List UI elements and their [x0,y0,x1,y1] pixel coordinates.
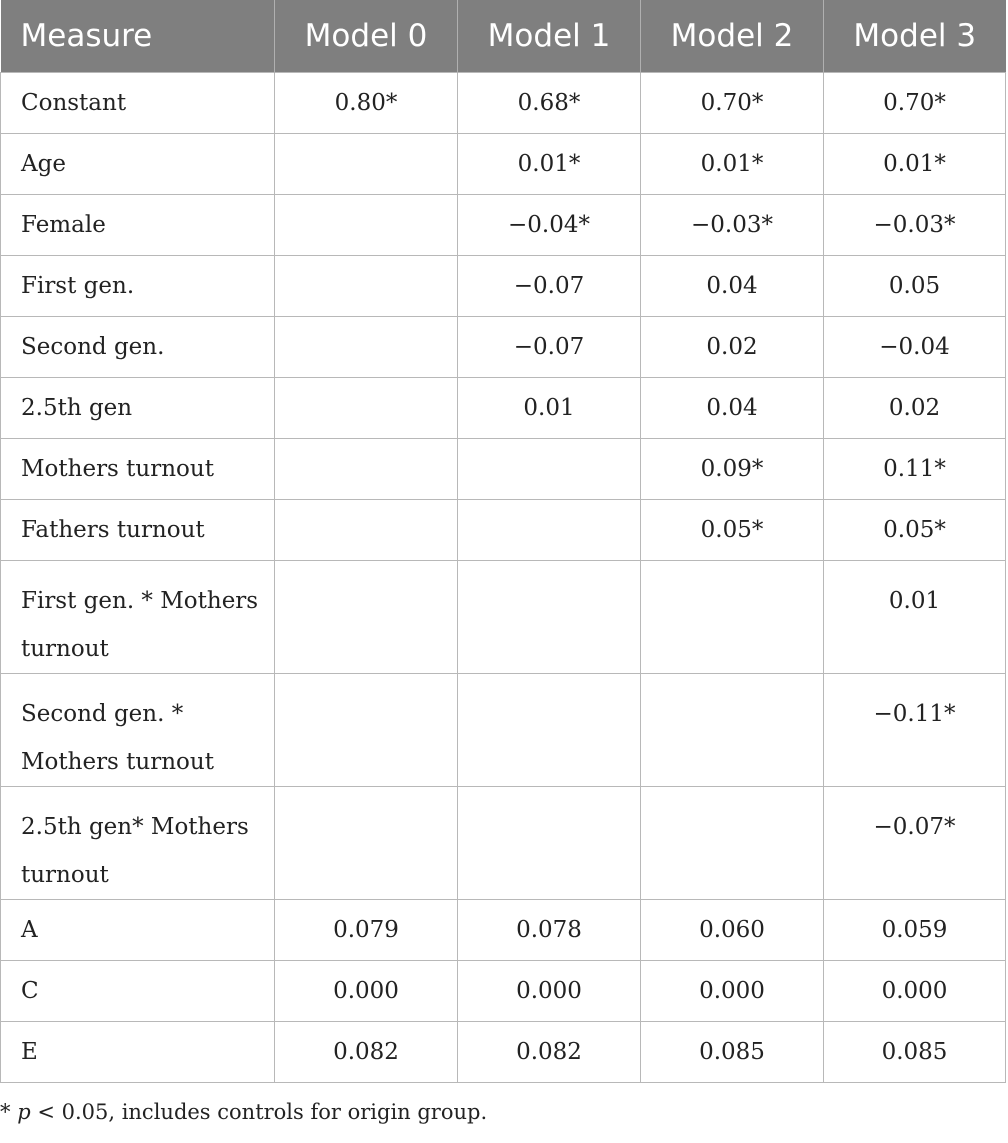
row-label: Second gen. [1,317,275,378]
cell-model-1: 0.078 [458,900,641,961]
cell-model-3: 0.02 [824,378,1006,439]
cell-model-1: −0.04* [458,195,641,256]
cell-model-0 [275,195,458,256]
table-row [1,317,1006,378]
cell-model-0 [275,134,458,195]
row-label: Constant [1,73,275,134]
table-row [1,900,1006,961]
header-model-0: Model 0 [275,0,458,73]
table-row [1,961,1006,1022]
cell-model-1: 0.01* [458,134,641,195]
cell-model-2: 0.000 [641,961,824,1022]
cell-model-1: −0.07 [458,317,641,378]
row-label: C [1,961,275,1022]
cell-model-2 [641,561,824,674]
cell-model-3: −0.07* [824,787,1006,900]
cell-model-0 [275,787,458,900]
table-row [1,134,1006,195]
cell-model-3: −0.04 [824,317,1006,378]
cell-model-3: 0.05 [824,256,1006,317]
header-row [1,0,1006,73]
cell-model-2: 0.085 [641,1022,824,1083]
cell-model-0 [275,500,458,561]
table-row [1,73,1006,134]
cell-model-0 [275,439,458,500]
cell-model-1 [458,787,641,900]
cell-model-1: 0.000 [458,961,641,1022]
cell-model-2: 0.70* [641,73,824,134]
cell-model-3: 0.01 [824,561,1006,674]
cell-model-1: 0.082 [458,1022,641,1083]
table-row [1,256,1006,317]
cell-model-2: 0.09* [641,439,824,500]
header-model-3: Model 3 [824,0,1006,73]
row-label: 2.5th gen* Mothers turnout [1,787,275,900]
row-label: Age [1,134,275,195]
cell-model-2: 0.060 [641,900,824,961]
cell-model-1 [458,439,641,500]
table-footnote [0,1100,487,1124]
table-row [1,787,1006,900]
cell-model-0 [275,256,458,317]
cell-model-1 [458,561,641,674]
table-row [1,561,1006,674]
cell-model-2: 0.04 [641,378,824,439]
footnote-p: p [17,1100,31,1124]
row-label: Mothers turnout [1,439,275,500]
cell-model-3: 0.085 [824,1022,1006,1083]
cell-model-2: 0.05* [641,500,824,561]
cell-model-0: 0.80* [275,73,458,134]
cell-model-0: 0.000 [275,961,458,1022]
cell-model-2 [641,674,824,787]
row-label: First gen. * Mothers turnout [1,561,275,674]
cell-model-3: −0.03* [824,195,1006,256]
cell-model-0: 0.079 [275,900,458,961]
cell-model-2: 0.04 [641,256,824,317]
table-row [1,1022,1006,1083]
row-label: A [1,900,275,961]
cell-model-3: 0.059 [824,900,1006,961]
cell-model-2: −0.03* [641,195,824,256]
cell-model-0 [275,317,458,378]
cell-model-1 [458,500,641,561]
table-row [1,439,1006,500]
cell-model-2: 0.01* [641,134,824,195]
cell-model-2: 0.02 [641,317,824,378]
row-label: Fathers turnout [1,500,275,561]
cell-model-3: 0.70* [824,73,1006,134]
cell-model-3: 0.01* [824,134,1006,195]
cell-model-0: 0.082 [275,1022,458,1083]
header-measure: Measure [1,0,275,73]
cell-model-0 [275,378,458,439]
cell-model-1: 0.01 [458,378,641,439]
cell-model-0 [275,674,458,787]
row-label: First gen. [1,256,275,317]
table-row [1,378,1006,439]
header-model-1: Model 1 [458,0,641,73]
row-label: E [1,1022,275,1083]
table-row [1,195,1006,256]
table-row [1,674,1006,787]
table-row [1,500,1006,561]
row-label: Second gen. * Mothers turnout [1,674,275,787]
cell-model-3: 0.05* [824,500,1006,561]
footnote-text: < 0.05, includes controls for origin group. [30,1100,488,1124]
cell-model-3: −0.11* [824,674,1006,787]
cell-model-2 [641,787,824,900]
cell-model-1: −0.07 [458,256,641,317]
cell-model-1 [458,674,641,787]
cell-model-3: 0.11* [824,439,1006,500]
row-label: Female [1,195,275,256]
cell-model-1: 0.68* [458,73,641,134]
cell-model-3: 0.000 [824,961,1006,1022]
cell-model-0 [275,561,458,674]
footnote-star: * [0,1100,18,1124]
row-label: 2.5th gen [1,378,275,439]
header-model-2: Model 2 [641,0,824,73]
